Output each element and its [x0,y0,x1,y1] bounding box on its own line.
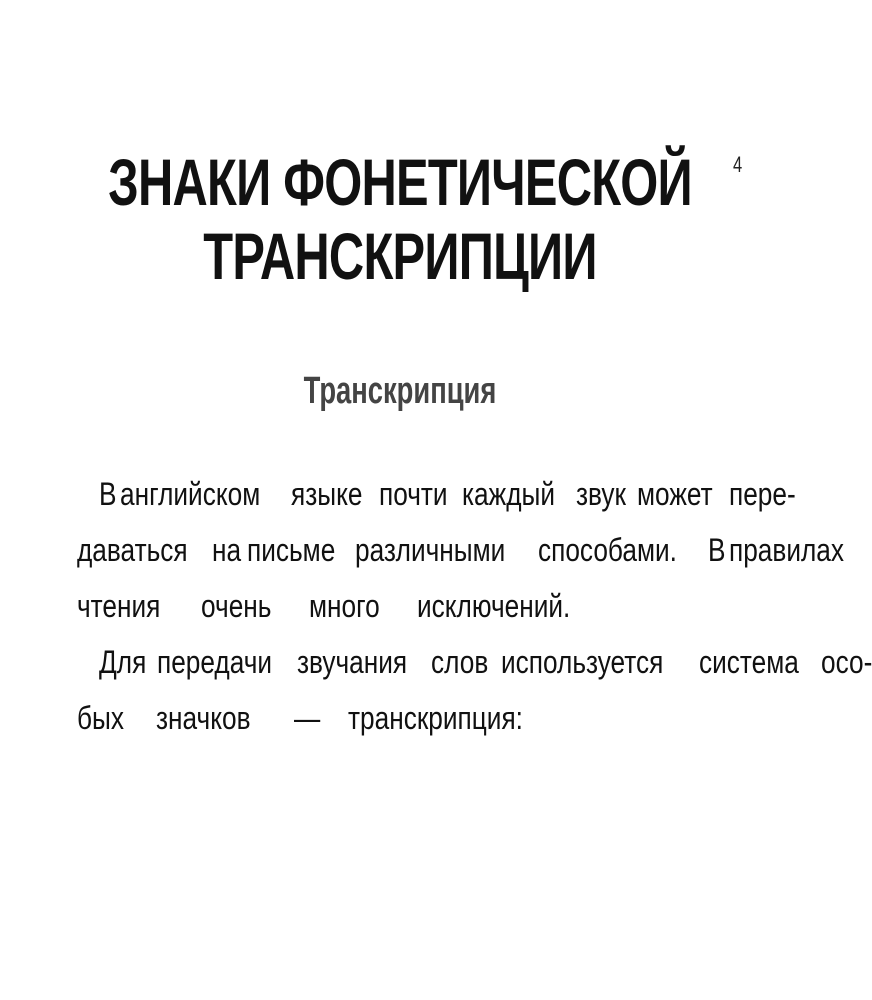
word: передачи [156,644,272,680]
word: — [293,700,320,736]
word: много [308,588,380,624]
page-title [0,145,800,293]
page-number: 4 [733,152,743,177]
word: даваться [77,532,188,568]
word: способами. [538,532,678,568]
page-title-line-2: ТРАНСКРИПЦИИ [203,219,597,293]
word: на [211,532,241,568]
word: В [99,476,117,512]
word: может [636,476,713,512]
section-title: Транскрипция [303,370,497,412]
word: система [699,644,799,680]
paragraph-1-line-3 [77,578,727,634]
word: используется [501,644,664,680]
word: правилах [729,532,845,568]
word: Для [99,644,147,680]
word: исключений. [416,588,571,624]
word: различными [355,532,506,568]
word: бых [77,700,125,736]
paragraph-2-line-1 [77,634,872,690]
word: слов [431,644,489,680]
paragraph-2-line-2 [77,690,727,746]
word: письме [247,532,336,568]
paragraph-1-line-2 [77,522,845,578]
word: английском [120,476,261,512]
word: очень [200,588,272,624]
paragraph-1-line-1 [77,466,796,522]
word: пере- [728,476,796,512]
word: почти [378,476,448,512]
word: языке [291,476,363,512]
word: значков [156,700,251,736]
page-title-line-1: ЗНАКИ ФОНЕТИЧЕСКОЙ [108,145,692,219]
word: звук [575,476,626,512]
word: чтения [77,588,161,624]
word: В [707,532,726,568]
word: транскрипция: [347,700,523,736]
word: осо- [820,644,872,680]
body-text [77,466,872,746]
word: каждый [462,476,556,512]
word: звучания [297,644,408,680]
